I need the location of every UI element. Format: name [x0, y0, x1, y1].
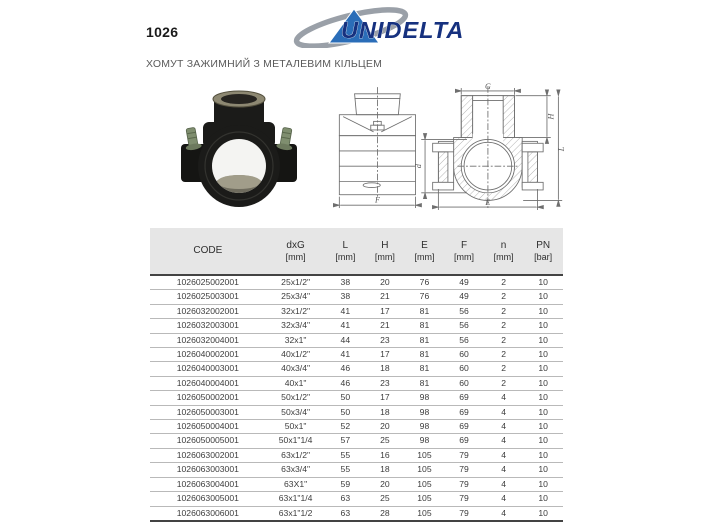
cell-value: 2 — [484, 304, 524, 318]
cell-value: 41 — [326, 304, 366, 318]
cell-value: 10 — [538, 277, 548, 287]
cell-value: 60 — [444, 376, 484, 390]
cell-value: 63x1/2" — [266, 448, 326, 462]
cell-value: 4 — [484, 434, 524, 448]
unidelta-logo-graphic — [291, 4, 483, 48]
cell-value: 25 — [365, 492, 405, 506]
cell-value: 10 — [523, 290, 563, 304]
cell-value: 10 — [523, 376, 563, 390]
table-row — [150, 391, 563, 405]
cell-value: 50x1" — [266, 420, 326, 434]
cell-value: 20 — [365, 477, 405, 491]
cell-value: 57 — [326, 434, 366, 448]
cell-value: 69 — [444, 391, 484, 405]
cell-code: 1026050003001 — [150, 405, 266, 419]
cell-value: 25x1/2" — [281, 277, 311, 287]
cell-value: 17 — [365, 348, 405, 362]
table-row — [150, 362, 563, 376]
cell-value: 4 — [484, 448, 524, 462]
cell-value: 105 — [405, 506, 445, 521]
cell-value: 10 — [523, 448, 563, 462]
cell-value: 76 — [405, 290, 445, 304]
cell-value: 28 — [365, 506, 405, 521]
cell-value: 69 — [444, 405, 484, 419]
cell-value: 56 — [444, 319, 484, 333]
cell-value: 63x1"1/2 — [266, 506, 326, 521]
table-row — [150, 348, 563, 362]
cell-value: 18 — [365, 463, 405, 477]
cell-value: 98 — [405, 391, 445, 405]
cell-value: 63 — [326, 492, 366, 506]
cell-value: 69 — [444, 420, 484, 434]
cell-value: 59 — [326, 477, 366, 491]
table-row — [150, 275, 563, 290]
cell-value: 105 — [405, 448, 445, 462]
col-header-h: H [mm] — [365, 228, 405, 275]
cell-value: 10 — [523, 420, 563, 434]
cell-value: 4 — [484, 420, 524, 434]
technical-drawing — [326, 82, 566, 216]
cell-value: 63x3/4" — [266, 463, 326, 477]
cell-code: 1026032004001 — [150, 333, 266, 347]
table-row — [150, 290, 563, 304]
col-header-f: F [mm] — [444, 228, 484, 275]
cell-value: 10 — [523, 348, 563, 362]
cell-value: 79 — [444, 463, 484, 477]
cell-value: 32x3/4" — [266, 319, 326, 333]
cell-value: 44 — [326, 333, 366, 347]
table-row — [150, 420, 563, 434]
cell-value: 81 — [405, 376, 445, 390]
cell-value: 10 — [523, 477, 563, 491]
cell-value: 2 — [484, 376, 524, 390]
cell-value: 105 — [405, 463, 445, 477]
cell-value: 56 — [444, 333, 484, 347]
cell-value: 81 — [405, 362, 445, 376]
cell-value: 21 — [365, 319, 405, 333]
cell-value: 2 — [484, 362, 524, 376]
cell-value: 20 — [380, 277, 390, 287]
cell-value: 10 — [523, 391, 563, 405]
cell-value: 4 — [484, 391, 524, 405]
col-header-pn: PN [bar] — [523, 228, 563, 275]
cell-value: 69 — [444, 434, 484, 448]
photo-saddle-insert-light — [217, 175, 261, 189]
product-title: ХОМУТ ЗАЖИМНИЙ З МЕТАЛЕВИМ КІЛЬЦЕМ — [146, 58, 383, 70]
cell-value: 60 — [444, 362, 484, 376]
table-row — [150, 448, 563, 462]
cell-value: 38 — [326, 290, 366, 304]
cell-value: 81 — [405, 333, 445, 347]
cell-code: 1026063005001 — [150, 492, 266, 506]
cell-value: 50x3/4" — [266, 405, 326, 419]
cell-value: 81 — [405, 319, 445, 333]
cell-code: 1026032003001 — [150, 319, 266, 333]
cell-value: 38 — [340, 277, 351, 287]
table-row — [150, 333, 563, 347]
table-row — [150, 434, 563, 448]
cell-value: 10 — [523, 492, 563, 506]
dim-label-d: d — [414, 164, 424, 169]
cell-value: 79 — [444, 492, 484, 506]
cell-value: 18 — [365, 362, 405, 376]
cell-value: 63X1" — [266, 477, 326, 491]
cell-value: 10 — [523, 434, 563, 448]
cell-code: 1026063002001 — [150, 448, 266, 462]
dim-label-h: H — [546, 113, 556, 120]
cell-code: 1026063006001 — [150, 506, 266, 521]
cell-value: 2 — [501, 277, 506, 287]
cell-code: 1026032002001 — [150, 304, 266, 318]
cell-value: 21 — [365, 290, 405, 304]
cell-value: 4 — [484, 463, 524, 477]
cell-value: 2 — [484, 319, 524, 333]
cell-value: 52 — [326, 420, 366, 434]
cell-value: 49 — [444, 290, 484, 304]
col-header-e: E [mm] — [405, 228, 445, 275]
cell-code: 1026040002001 — [150, 348, 266, 362]
cell-value: 4 — [484, 506, 524, 521]
cell-value: 41 — [326, 348, 366, 362]
cell-code: 1026025002001 — [176, 277, 239, 287]
cell-code: 1026063003001 — [150, 463, 266, 477]
dim-label-e: E — [485, 198, 491, 208]
cell-value: 16 — [365, 448, 405, 462]
cell-value: 50 — [326, 405, 366, 419]
cell-value: 98 — [405, 434, 445, 448]
photo-bore-top — [221, 94, 257, 104]
cell-value: 40x1" — [266, 376, 326, 390]
cell-value: 50x1/2" — [266, 391, 326, 405]
cell-value: 79 — [444, 506, 484, 521]
cell-value: 49 — [459, 277, 469, 287]
cell-code: 1026050004001 — [150, 420, 266, 434]
cell-value: 98 — [405, 420, 445, 434]
cell-value: 46 — [326, 362, 366, 376]
cell-value: 25 — [365, 434, 405, 448]
cell-value: 17 — [365, 304, 405, 318]
cell-code: 1026063004001 — [150, 477, 266, 491]
cell-value: 4 — [484, 477, 524, 491]
table-row — [150, 506, 563, 521]
cell-value: 10 — [523, 304, 563, 318]
cell-value: 10 — [523, 463, 563, 477]
cell-code: 1026040003001 — [150, 362, 266, 376]
table-row — [150, 463, 563, 477]
cell-value: 81 — [405, 304, 445, 318]
col-header-n: n [mm] — [484, 228, 524, 275]
cell-value: 32x1/2" — [266, 304, 326, 318]
product-code: 1026 — [146, 24, 179, 40]
col-header-dxg: dxG [mm] — [266, 228, 326, 275]
logo-text: UNIDELTA — [341, 17, 465, 43]
cell-value: 50 — [326, 391, 366, 405]
cell-value: 105 — [405, 492, 445, 506]
cell-code: 1026025003001 — [150, 290, 266, 304]
cell-value: 63 — [326, 506, 366, 521]
dim-label-g: G — [484, 82, 491, 91]
side-view — [339, 87, 415, 208]
product-photo — [176, 86, 304, 218]
cell-value: 81 — [405, 348, 445, 362]
cell-value: 10 — [523, 405, 563, 419]
cell-value: 4 — [484, 492, 524, 506]
cell-value: 10 — [523, 333, 563, 347]
cell-value: 2 — [484, 348, 524, 362]
cell-value: 18 — [365, 405, 405, 419]
cell-value: 41 — [326, 319, 366, 333]
cell-value: 32x1" — [266, 333, 326, 347]
cell-value: 17 — [365, 391, 405, 405]
table-row — [150, 304, 563, 318]
table-row — [150, 405, 563, 419]
cell-code: 1026040004001 — [150, 376, 266, 390]
cell-value: 10 — [523, 362, 563, 376]
col-header-code: CODE — [150, 228, 266, 275]
cell-value: 79 — [444, 448, 484, 462]
cell-value: 10 — [523, 319, 563, 333]
cell-code: 1026050005001 — [150, 434, 266, 448]
cell-value: 105 — [405, 477, 445, 491]
dim-label-l: L — [557, 146, 566, 152]
cell-value: 79 — [444, 477, 484, 491]
cell-value: 55 — [326, 463, 366, 477]
table-row — [150, 477, 563, 491]
cell-value: 50x1"1/4 — [266, 434, 326, 448]
cell-value: 46 — [326, 376, 366, 390]
spec-table-header — [150, 228, 563, 275]
cell-code: 1026050002001 — [150, 391, 266, 405]
cell-value: 2 — [484, 290, 524, 304]
cell-value: 76 — [419, 277, 430, 287]
cell-value: 20 — [365, 420, 405, 434]
spec-table — [150, 228, 563, 522]
cell-value: 55 — [326, 448, 366, 462]
cell-value: 2 — [484, 333, 524, 347]
cell-value: 25x3/4" — [266, 290, 326, 304]
cell-value: 63x1"1/4 — [266, 492, 326, 506]
cell-value: 60 — [444, 348, 484, 362]
table-row — [150, 319, 563, 333]
cell-value: 40x1/2" — [266, 348, 326, 362]
cell-value: 98 — [405, 405, 445, 419]
dim-label-f: F — [374, 195, 380, 205]
cell-value: 40x3/4" — [266, 362, 326, 376]
table-row — [150, 492, 563, 506]
table-row — [150, 376, 563, 390]
cell-value: 23 — [365, 333, 405, 347]
cell-value: 23 — [365, 376, 405, 390]
col-header-l: L [mm] — [326, 228, 366, 275]
front-section-view — [421, 86, 562, 210]
spec-table-body — [150, 275, 563, 521]
unidelta-logo — [291, 4, 483, 48]
cell-value: 56 — [444, 304, 484, 318]
cell-value: 4 — [484, 405, 524, 419]
cell-value: 10 — [523, 506, 563, 521]
